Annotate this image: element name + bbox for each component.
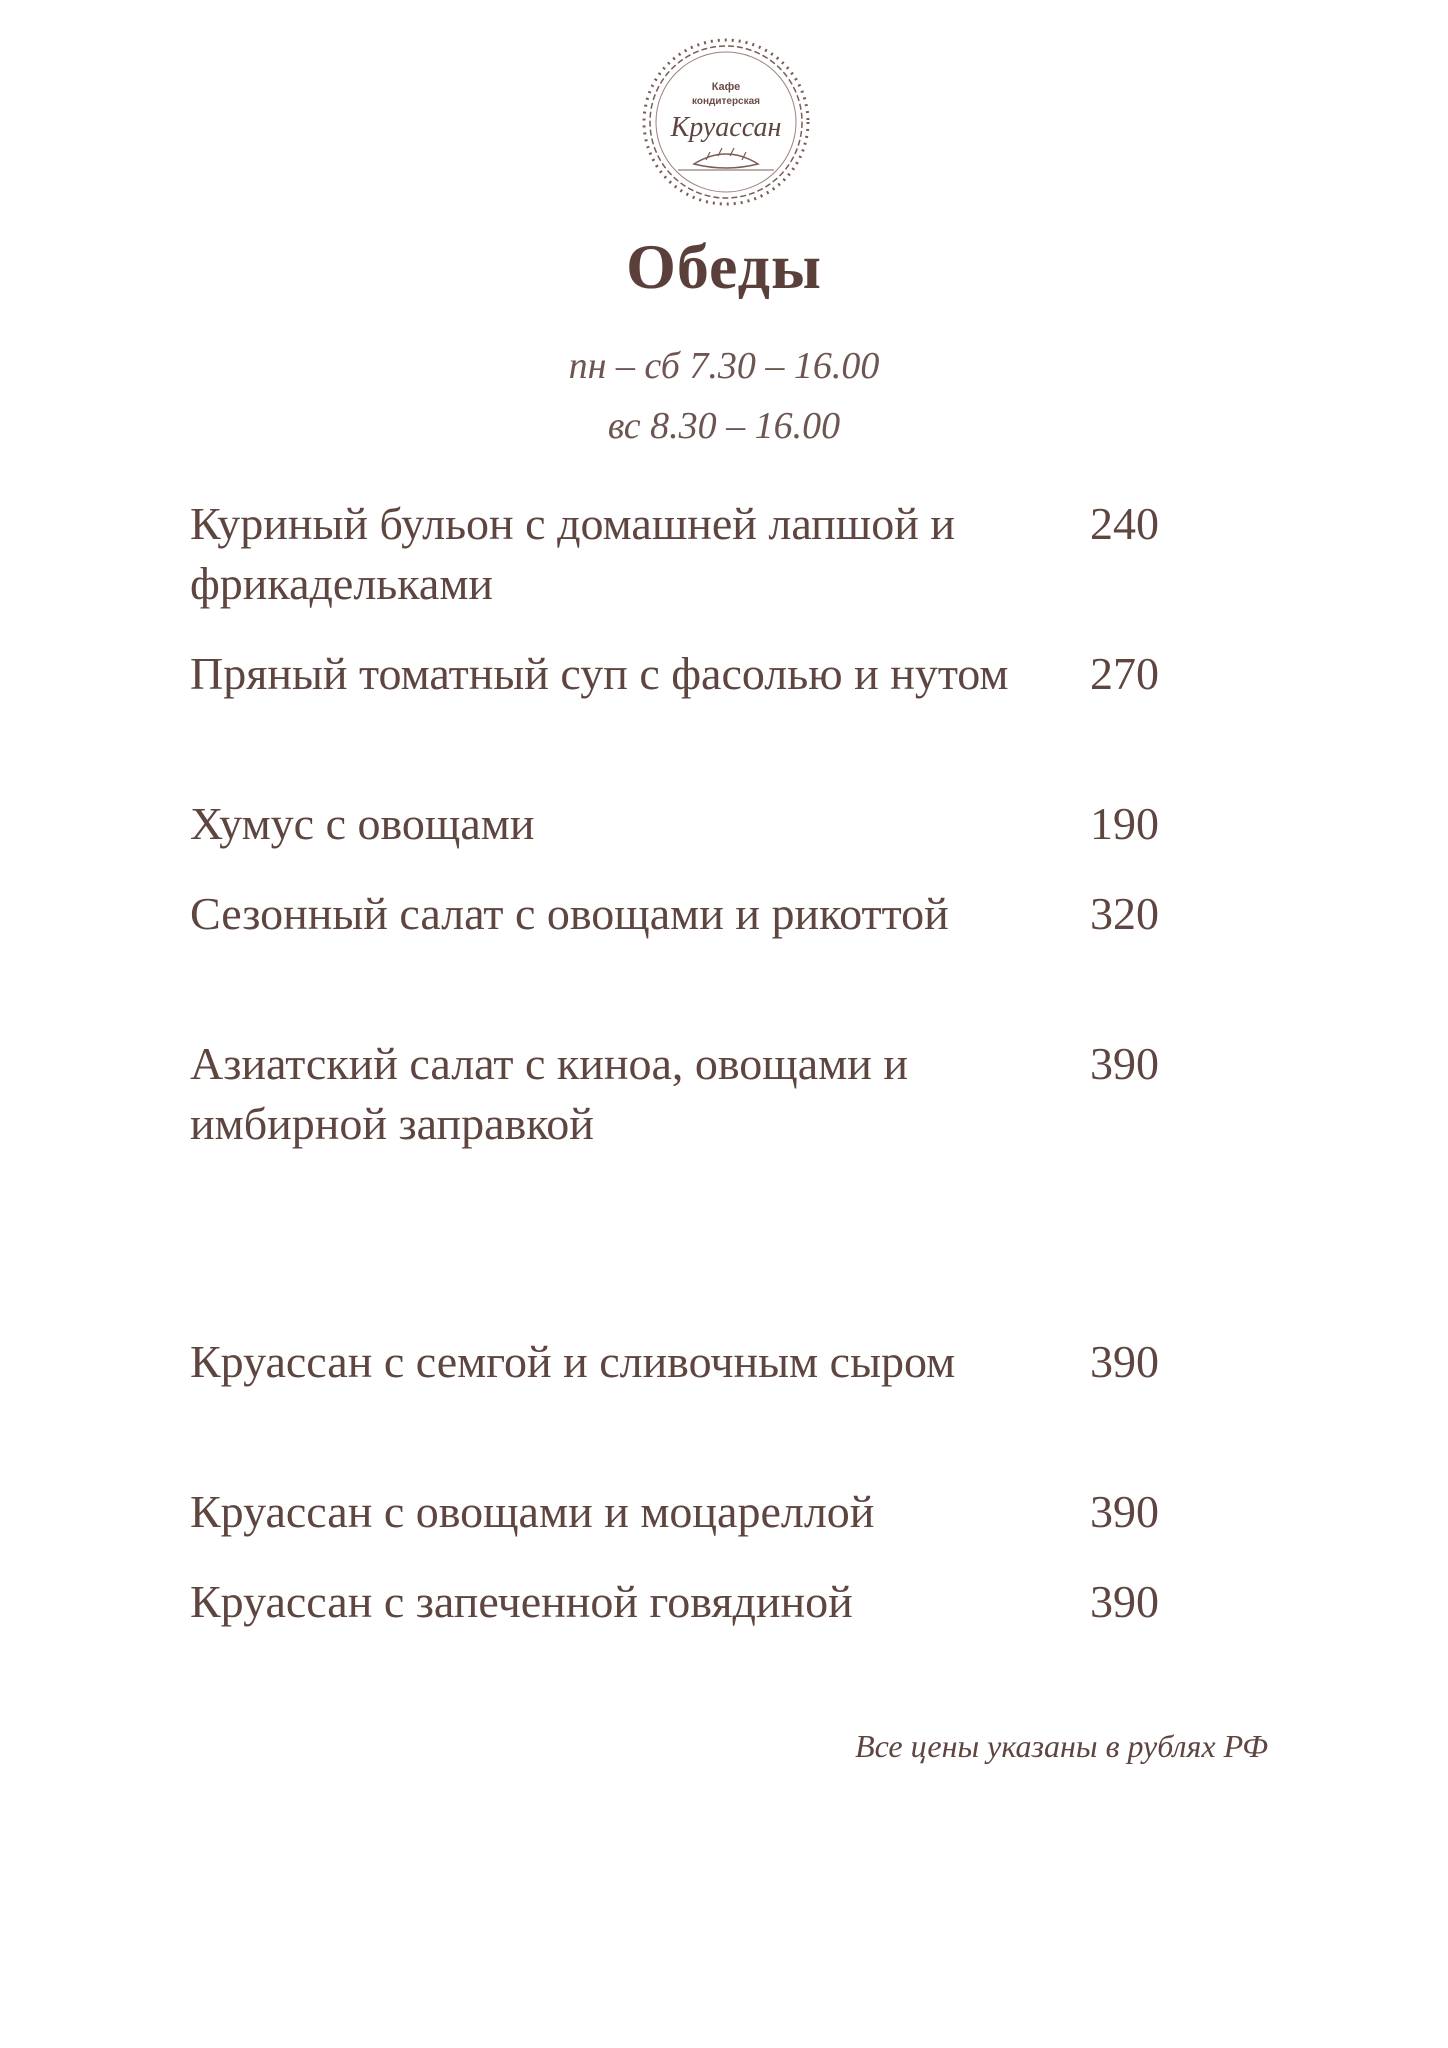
menu-item-price: 390	[1090, 1486, 1159, 1537]
menu-item-price: 190	[1090, 798, 1159, 849]
menu-item-name: Хумус с овощами	[190, 798, 535, 849]
menu-item-price: 270	[1090, 648, 1159, 699]
menu-item-price: 320	[1090, 888, 1159, 939]
logo-line2: кондитерская	[691, 96, 761, 107]
croissant-icon	[694, 154, 758, 168]
logo-emblem-icon	[636, 32, 816, 212]
logo-brand: Круассан	[670, 112, 782, 143]
page-title: Обеды	[626, 231, 822, 302]
menu-item-name: Пряный томатный суп с фасолью и нутом	[190, 648, 1009, 699]
cafe-logo	[636, 32, 816, 212]
logo-line1: Кафе	[711, 81, 741, 93]
hours-sunday: вс 8.30 – 16.00	[607, 405, 841, 447]
menu-item-price: 390	[1090, 1576, 1159, 1627]
menu-item-name: Сезонный салат с овощами и рикоттой	[190, 888, 949, 939]
menu-item-name: Круассан с семгой и сливочным сыром	[190, 1336, 956, 1387]
menu-item-name: Азиатский салат с киноа, овощами и имбирной заправкой	[190, 1038, 908, 1149]
menu-item-price: 390	[1090, 1038, 1159, 1089]
menu-item-name: Куриный бульон с домашней лапшой и фрикадельками	[190, 498, 955, 609]
price-footnote: Все цены указаны в рублях РФ	[855, 1728, 1268, 1764]
menu-item-price: 390	[1090, 1336, 1159, 1387]
menu-item-name: Круассан с овощами и моцареллой	[190, 1486, 875, 1537]
menu-item-price: 240	[1090, 498, 1159, 549]
menu-item-name: Круассан с запеченной говядиной	[190, 1576, 853, 1627]
hours-weekdays: пн – сб 7.30 – 16.00	[568, 345, 880, 387]
